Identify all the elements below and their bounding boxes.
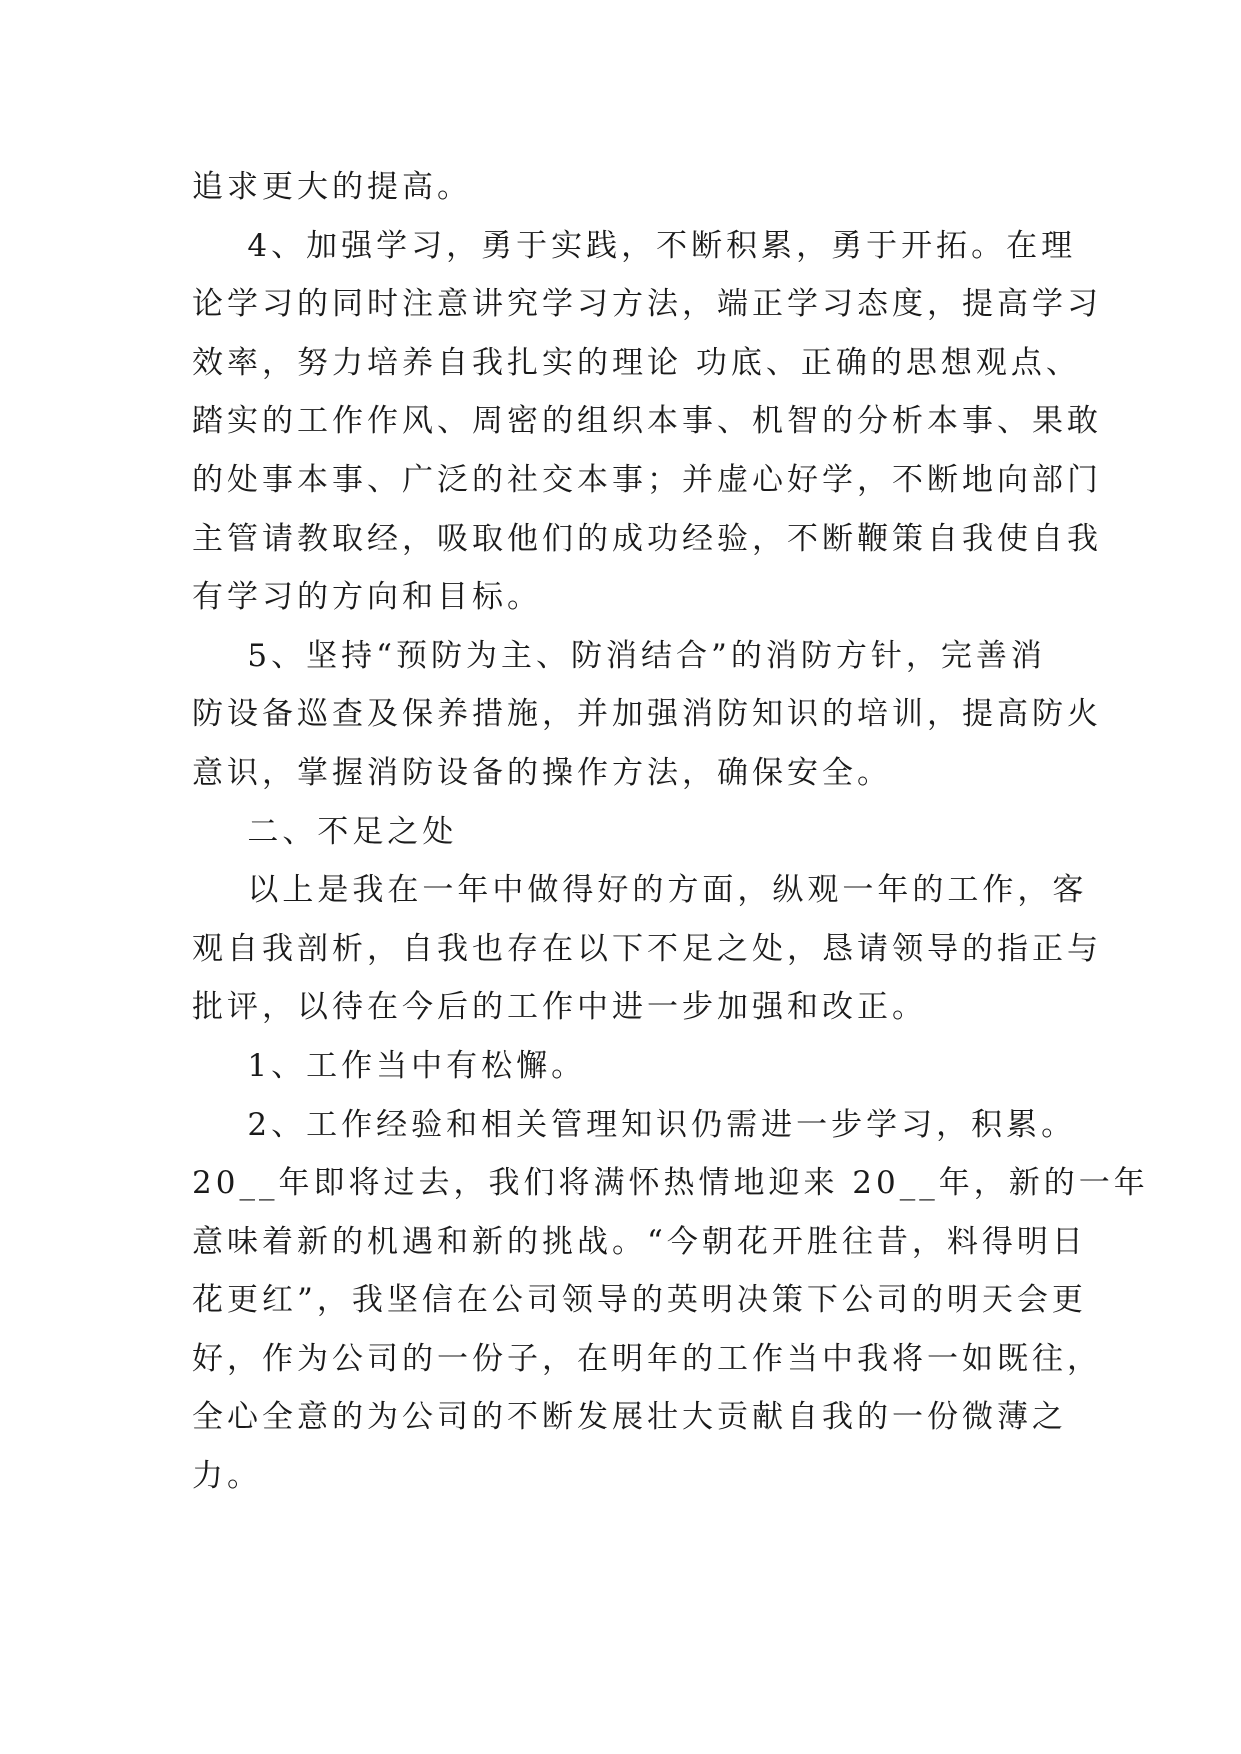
text-line: 4、加强学习，勇于实践，不断积累，勇于开拓。在理 [192, 227, 1077, 264]
text-line: 20__年即将过去，我们将满怀热情地迎来 20__年，新的一年 [192, 1165, 1149, 1202]
text-line: 好，作为公司的一份子，在明年的工作当中我将一如既往， [192, 1340, 1102, 1377]
text-line: 5、坚持“预防为主、防消结合”的消防方针，完善消 [192, 637, 1046, 674]
text-line: 观自我剖析，自我也存在以下不足之处，恳请领导的指正与 [192, 930, 1102, 967]
text-line: 2、工作经验和相关管理知识仍需进一步学习，积累。 [192, 1106, 1077, 1143]
text-line: 的处事本事、广泛的社交本事；并虚心好学，不断地向部门 [192, 461, 1102, 498]
text-line: 论学习的同时注意讲究学习方法，端正学习态度，提高学习 [192, 286, 1102, 323]
text-line: 踏实的工作作风、周密的组织本事、机智的分析本事、果敢 [192, 403, 1102, 440]
text-line: 1、工作当中有松懈。 [192, 1047, 587, 1084]
text-line: 有学习的方向和目标。 [192, 579, 542, 616]
text-line: 意识，掌握消防设备的操作方法，确保安全。 [192, 754, 892, 791]
body-text [192, 158, 1149, 1506]
text-line: 花更红”，我坚信在公司领导的英明决策下公司的明天会更 [192, 1282, 1087, 1319]
text-line: 力。 [192, 1458, 262, 1495]
text-line: 意味着新的机遇和新的挑战。“今朝花开胜往昔，料得明日 [192, 1223, 1087, 1260]
section-heading: 二、不足之处 [192, 813, 458, 850]
text-line: 全心全意的为公司的不断发展壮大贡献自我的一份微薄之 [192, 1399, 1067, 1436]
text-line: 以上是我在一年中做得好的方面，纵观一年的工作，客 [192, 872, 1088, 909]
text-line: 防设备巡查及保养措施，并加强消防知识的培训，提高防火 [192, 696, 1102, 733]
text-line: 批评，以待在今后的工作中进一步加强和改正。 [192, 989, 927, 1026]
text-line: 主管请教取经，吸取他们的成功经验，不断鞭策自我使自我 [192, 520, 1102, 557]
text-line: 追求更大的提高。 [192, 169, 472, 205]
text-line: 效率，努力培养自我扎实的理论 功底、正确的思想观点、 [192, 344, 1081, 381]
